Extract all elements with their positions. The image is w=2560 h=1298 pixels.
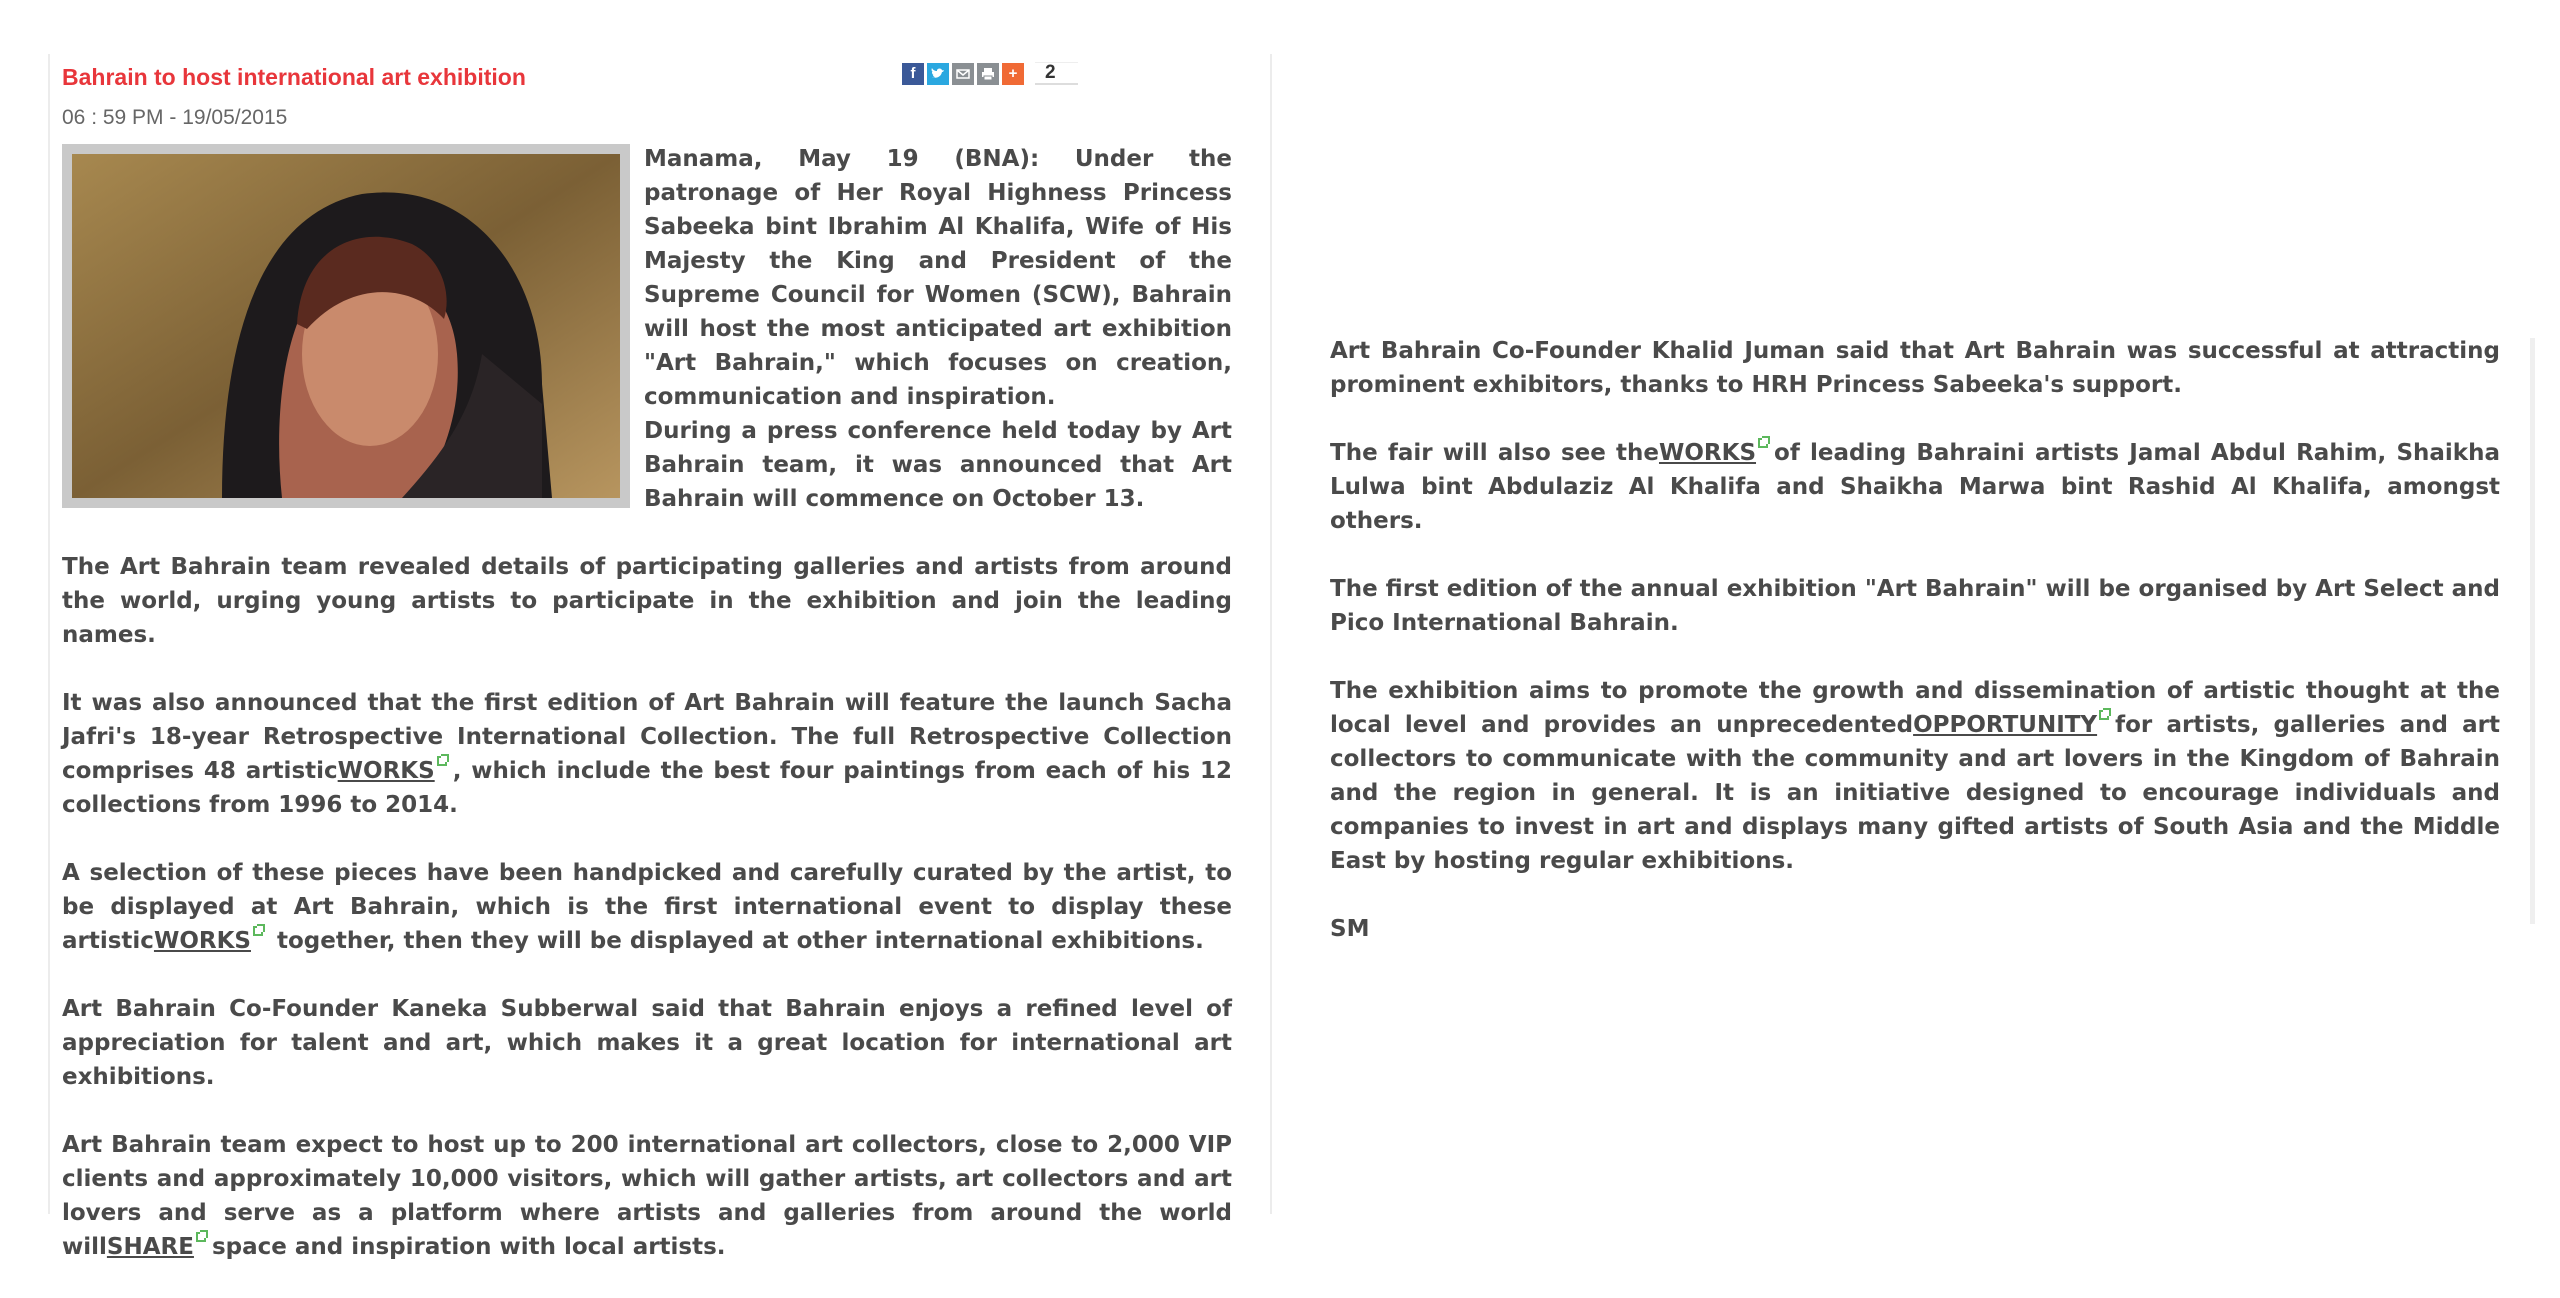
twitter-icon[interactable] (927, 63, 949, 85)
opportunity-link[interactable]: OPPORTUNITY (1913, 712, 2098, 738)
article-title: Bahrain to host international art exhibition (62, 64, 526, 90)
external-link-icon (253, 926, 263, 936)
lead-text (644, 142, 1232, 516)
article-body-left (62, 550, 1232, 1298)
paragraph-4-text-a: It was also announced that the first edition of Art Bahrain will feature the launch Sacha Jafri's 18-year Retrospective International Collection. The full Retrospective Collection comprises 48 artistic (62, 690, 1232, 784)
email-icon[interactable] (952, 63, 974, 85)
paragraph-7-text-b: space and inspiration with local artists. (211, 1234, 726, 1260)
works-link[interactable]: WORKS (153, 928, 251, 954)
print-icon[interactable] (977, 63, 999, 85)
external-link-icon (2099, 710, 2109, 720)
right-paragraph-2 (1330, 436, 2500, 538)
article-right-column (1330, 334, 2500, 980)
paragraph-6: Art Bahrain Co-Founder Kaneka Subberwal said that Bahrain enjoys a refined level of appreciation for talent and art, which makes it a great location for international art exhibitions. (62, 996, 1232, 1090)
article-datetime: 06 : 59 PM - 19/05/2015 (62, 106, 288, 129)
lead-paragraph-2: During a press conference held today by Art Bahrain team, it was announced that Art Bahrain will commence on October 13. (644, 418, 1232, 512)
plus-icon[interactable]: + (1002, 63, 1024, 85)
external-link-icon (437, 756, 447, 766)
share-bar (902, 62, 1078, 85)
external-link-icon (1758, 438, 1768, 448)
facebook-icon[interactable]: f (902, 63, 924, 85)
paragraph-4 (62, 686, 1232, 822)
paragraph-5-text-b: together, then they will be displayed at other international exhibitions. (277, 928, 1204, 954)
article-photo-frame (62, 144, 630, 508)
works-link[interactable]: WORKS (1658, 440, 1757, 466)
right-paragraph-4-text-a: The exhibition aims to promote the growth and dissemination of artistic thought at the local level and provides an unprecedented (1330, 678, 2500, 738)
right-paragraph-1: Art Bahrain Co-Founder Khalid Juman said that Art Bahrain was successful at attracting prominent exhibitors, thanks to HRH Princess Sabeeka's support. (1330, 338, 2500, 398)
paragraph-5-text-a: A selection of these pieces have been handpicked and carefully curated by the artist, to be displayed at Art Bahrain, which is the first international event to display these artistic (62, 860, 1232, 954)
article-photo (72, 154, 620, 498)
paragraph-7-text-a: Art Bahrain team expect to host up to 200 international art collectors, close to 2,000 VIP clients and approximately 10,000 visitors, which will gather artists, art collectors and art lovers and serve as a platform where artists and galleries from around the world will (62, 1132, 1232, 1260)
right-column-divider (2530, 338, 2535, 924)
right-paragraph-4-text-b: for artists, galleries and art collectors to communicate with the community and art lovers in the Kingdom of Bahrain and the region in general. It is an initiative designed to encourage individuals and companies to invest in art and displays many gifted artists of South Asia and the Middle East by hosting regular exhibitions. (1330, 712, 2500, 874)
right-paragraph-2-text-b: of leading Bahraini artists Jamal Abdul Rahim, Shaikha Lulwa bint Abdulaziz Al Khalifa and Shaikha Marwa bint Rashid Al Khalifa, amongst others. (1330, 440, 2500, 534)
article-left-column (48, 54, 1272, 1260)
share-link[interactable]: SHARE (106, 1234, 194, 1260)
lead-paragraph-1: Manama, May 19 (BNA): Under the patronage of Her Royal Highness Princess Sabeeka bint Ibrahim Al Khalifa, Wife of His Majesty the King and President of the Supreme Council for Women (SCW), Bahrain will host the most anticipated art exhibition "Art Bahrain," which focuses on creation, communication and inspiration. (644, 146, 1232, 410)
paragraph-5 (62, 856, 1232, 958)
right-paragraph-4 (1330, 674, 2500, 878)
external-link-icon (196, 1232, 206, 1242)
paragraph-4-text-b: , which include the best four paintings from each of his 12 collections from 1996 to 2014. (62, 758, 1232, 818)
signature: SM (1330, 916, 1370, 942)
paragraph-3: The Art Bahrain team revealed details of participating galleries and artists from around the world, urging young artists to participate in the exhibition and join the leading names. (62, 554, 1232, 648)
right-paragraph-3: The first edition of the annual exhibition "Art Bahrain" will be organised by Art Select and Pico International Bahrain. (1330, 576, 2500, 636)
share-count: 2 (1035, 62, 1078, 85)
works-link[interactable]: WORKS (337, 758, 435, 784)
paragraph-7 (62, 1128, 1232, 1264)
right-paragraph-2-text-a: The fair will also see the (1330, 440, 1659, 466)
